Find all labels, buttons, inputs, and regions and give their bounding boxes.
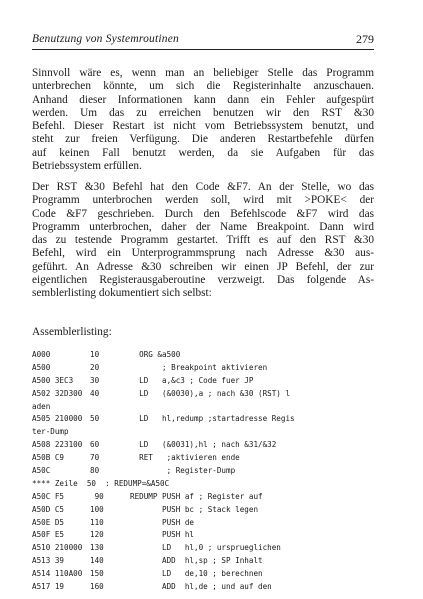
listing-heading: Assemblerlisting: xyxy=(32,326,112,338)
listing-address: A508 223100 xyxy=(32,440,83,450)
listing-line-number: 30 xyxy=(90,375,100,385)
text-line: auf keinen Fall benutzt werden, da sie Aufgaben für das xyxy=(32,146,374,159)
listing-address: A50C xyxy=(32,466,51,476)
text-line: werden. Um das zu erreichen benutzen wir den RST &30 xyxy=(32,106,374,119)
listing-line-number: 110 xyxy=(90,517,104,527)
listing-line-number: 90 xyxy=(90,491,104,501)
listing-row xyxy=(32,375,372,388)
listing-address: A510 210000 xyxy=(32,543,83,553)
listing-row xyxy=(32,413,372,426)
listing-row xyxy=(32,517,372,530)
listing-address: A502 32D300 xyxy=(32,388,83,398)
listing-address: A500 xyxy=(32,362,51,372)
listing-line-number: 20 xyxy=(90,362,100,372)
listing-row xyxy=(32,529,372,542)
listing-line-number: 160 xyxy=(90,582,104,592)
listing-row xyxy=(32,555,372,568)
listing-instruction: ; Breakpoint aktivieren xyxy=(130,362,268,372)
listing-instruction: PUSH de xyxy=(130,517,195,527)
text-line: das zu testende Programm gestartet. Trifft es auf den RST &30 xyxy=(32,234,374,247)
listing-line-number: 130 xyxy=(90,543,104,553)
listing-address: A50E D5 xyxy=(32,517,65,527)
listing-instruction: LD (&0031),hl ; nach &31/&32 xyxy=(130,440,277,450)
listing-address: A500 3EC3 xyxy=(32,375,74,385)
listing-instruction: LD (&0030),a ; nach &30 (RST) l xyxy=(130,388,291,398)
listing-row xyxy=(32,362,372,375)
listing-line-number: 100 xyxy=(90,504,104,514)
listing-text: aden xyxy=(32,401,51,411)
text-line: Programm unterbrochen werden soll, wird mit >POKE< der xyxy=(32,194,374,207)
listing-address: A50D C5 xyxy=(32,504,65,514)
listing-text: ter-Dump xyxy=(32,427,69,437)
text-line: Befehl. Dieser Restart ist nicht vom Betriebssystem benutzt, und xyxy=(32,120,374,133)
listing-address: A000 xyxy=(32,350,51,359)
text-line: eigentlichen Registerausgaberoutine verzweigt. Das folgende As- xyxy=(32,274,374,287)
listing-instruction: LD hl,redump ;startadresse Regis xyxy=(130,414,295,424)
listing-row xyxy=(32,401,372,414)
text-line: Der RST &30 Befehl hat den Code &F7. An der Stelle, wo das xyxy=(32,181,374,193)
listing-line-number: 50 xyxy=(90,414,100,424)
listing-instruction: ADD hl,sp ; SP Inhalt xyxy=(130,556,263,566)
running-head-title: Benutzung von Systemroutinen xyxy=(32,33,179,45)
listing-address: A513 39 xyxy=(32,556,65,566)
page-header xyxy=(32,31,374,50)
listing-line-number: 60 xyxy=(90,440,100,450)
listing-row xyxy=(32,568,372,581)
listing-instruction: PUSH bc ; Stack legen xyxy=(130,504,259,514)
text-line: unterbrechen könnte, um sich die Registerinhalte anzuschauen. xyxy=(32,80,374,93)
text-line: semblerlisting dokumentiert sich selbst: xyxy=(32,287,212,300)
text-line: Programm unterbrochen, daher der Name Breakpoint. Dann wird xyxy=(32,220,374,233)
listing-instruction: ORG &a500 xyxy=(130,350,181,359)
text-line: Anhand dieser Informationen kann dann ein Fehler aufgespürt xyxy=(32,93,374,106)
listing-instruction: ADD hl,de ; und auf den xyxy=(130,582,272,592)
listing-row xyxy=(32,426,372,439)
listing-row xyxy=(32,452,372,465)
listing-line-number: 120 xyxy=(90,530,104,540)
listing-line-number: 140 xyxy=(90,556,104,566)
listing-address: A50F E5 xyxy=(32,530,65,540)
listing-instruction: RET ;aktivieren ende xyxy=(130,453,240,463)
listing-row xyxy=(32,504,372,517)
listing-line-number: 70 xyxy=(90,453,100,463)
listing-line-number: 80 xyxy=(90,466,100,476)
page-number: 279 xyxy=(356,32,374,46)
listing-instruction: ; Register-Dump xyxy=(130,466,236,476)
paragraph-intro xyxy=(32,67,374,173)
listing-row xyxy=(32,349,372,362)
listing-row xyxy=(32,439,372,452)
listing-instruction: LD a,&c3 ; Code fuer JP xyxy=(130,375,254,385)
assembler-listing xyxy=(32,349,372,594)
listing-instruction: PUSH hl xyxy=(130,530,195,540)
listing-row xyxy=(32,581,372,594)
listing-line-number: 40 xyxy=(90,388,100,398)
listing-address: A50C F5 xyxy=(32,491,65,501)
listing-row xyxy=(32,478,372,491)
listing-text: **** Zeile 50 : REDUMP=&A50C xyxy=(32,478,170,488)
listing-row xyxy=(32,491,372,504)
listing-line-number: 10 xyxy=(90,350,100,359)
listing-instruction: LD de,10 ; berechnen xyxy=(130,569,263,579)
text-line: Befehl, wird ein Unterprogrammsprung nach Adresse &30 aus- xyxy=(32,247,374,260)
paragraph-rst-description xyxy=(32,181,374,301)
text-line: Betriebssystem erfüllen. xyxy=(32,160,142,173)
listing-address: A50B C9 xyxy=(32,453,65,463)
listing-instruction: LD hl,0 ; ursprueglichen xyxy=(130,543,281,553)
listing-row xyxy=(32,542,372,555)
listing-line-number: 150 xyxy=(90,569,104,579)
text-line: steht zur freien Verfügung. Die anderen Restartbefehle dürfen xyxy=(32,133,374,146)
listing-instruction: REDUMP PUSH af ; Register auf xyxy=(130,491,263,501)
listing-address: A505 210000 xyxy=(32,414,83,424)
text-line: Sinnvoll wäre es, wenn man an beliebiger Stelle das Programm xyxy=(32,67,374,79)
listing-address: A514 110A00 xyxy=(32,569,83,579)
listing-row xyxy=(32,465,372,478)
text-line: Code &F7 geschrieben. Durch den Befehlscode &F7 wird das xyxy=(32,207,374,220)
listing-address: A517 19 xyxy=(32,582,65,592)
listing-row xyxy=(32,388,372,401)
text-line: geführt. An Adresse &30 schreiben wir einen JP Befehl, der zur xyxy=(32,260,374,273)
